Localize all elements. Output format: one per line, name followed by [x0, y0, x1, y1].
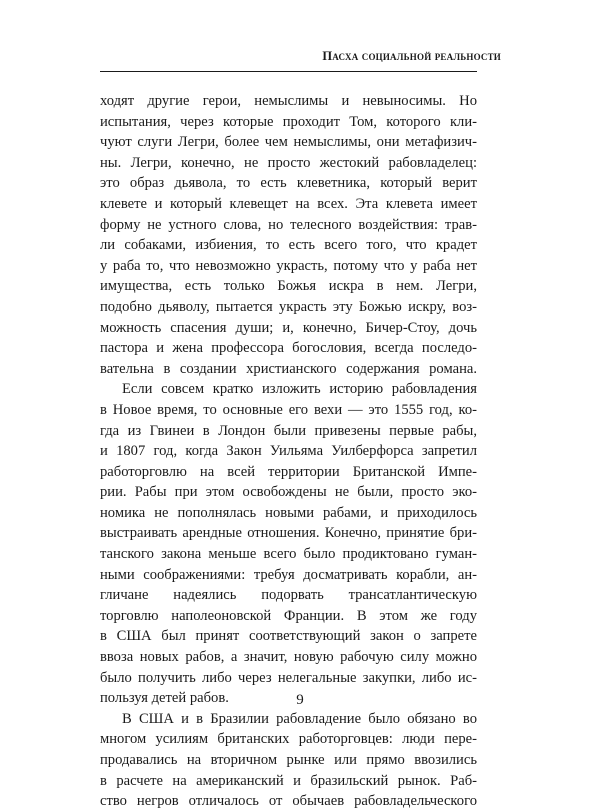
text-line: ввоза новых рабов, а значит, новую рабочую силу можно: [100, 649, 477, 666]
text-line: испытания, через которые проходит Том, которого кли-: [100, 113, 477, 130]
text-line: работорговлю на всей территории Британской Импе-: [100, 463, 477, 480]
text-line: гличане надеялись подорвать трансатлантическую: [100, 587, 477, 604]
text-line: было получить либо через нелегальные закупки, либо ис-: [100, 669, 477, 686]
text-line: в Новое время, то основные его вехи — это 1555 год, ко-: [100, 401, 477, 418]
text-line: форму не устного слова, но телесного воздействия: трав-: [100, 216, 477, 233]
text-line: ство негров отличалось от обычаев рабовладельческого: [100, 793, 477, 810]
text-line: ли собаками, избиения, то есть всего того, что крадет: [100, 237, 477, 254]
text-line: ходят другие герои, немыслимы и невыносимы. Но: [100, 93, 477, 109]
text-line: пастора и жена профессора богословия, всегда последо-: [100, 340, 477, 357]
text-line: и 1807 год, когда Закон Уильяма Уилберфорса запретил: [100, 443, 477, 460]
text-line: торговлю наполеоновской Франции. В этом же году: [100, 607, 477, 624]
text-line: в США был принят соответствующий закон о запрете: [100, 628, 477, 645]
text-line: выстраивать арендные отношения. Конечно, принятие бри-: [100, 525, 477, 542]
text-line: многом усилиям британских работорговцев: люди пере-: [100, 731, 477, 748]
running-head: Пасха социальной реальности: [322, 49, 501, 63]
text-line: танского закона меньше всего было продиктовано гуман-: [100, 546, 477, 563]
text-line: это образ дьявола, то есть клеветника, который верит: [100, 175, 477, 192]
text-line: гда из Гвинеи в Лондон были привезены первые рабы,: [100, 422, 477, 439]
text-line: у раба то, что невозможно украсть, потому что у раба нет: [100, 257, 477, 274]
text-line: подобно дьяволу, пытается украсть эту Божью искру, воз-: [100, 298, 477, 315]
text-line: в расчете на американский и бразильский рынок. Раб-: [100, 772, 477, 789]
text-line: чуют слуги Легри, более чем немыслимы, они метафизич-: [100, 134, 477, 151]
text-line: рии. Рабы при этом освобождены не были, просто эко-: [100, 484, 477, 501]
text-line: номика не пополнялась новыми рабами, и приходилось: [100, 504, 477, 521]
text-line: вательна в создании христианского содержания романа.: [100, 360, 477, 377]
text-line: пользуя детей рабов.: [100, 690, 229, 707]
text-line: В США и в Бразилии рабовладение было обязано во: [122, 710, 477, 727]
text-line: можность спасения души; и, конечно, Бичер-Стоу, дочь: [100, 319, 477, 336]
text-line: продавались на вторичном рынке или прямо ввозились: [100, 752, 477, 768]
text-line: ны. Легри, конечно, не просто жестокий рабовладелец:: [100, 154, 477, 171]
text-line: имущества, есть только Божья искра в нем. Легри,: [100, 278, 477, 295]
text-line: Если совсем кратко изложить историю рабовладения: [122, 381, 477, 398]
text-line: ными соображениями: требуя досматривать корабли, ан-: [100, 566, 477, 583]
text-line: клевете и который клевещет на всех. Эта клевета имеет: [100, 195, 477, 212]
header-rule: [100, 71, 477, 72]
page-number: 9: [296, 692, 304, 708]
